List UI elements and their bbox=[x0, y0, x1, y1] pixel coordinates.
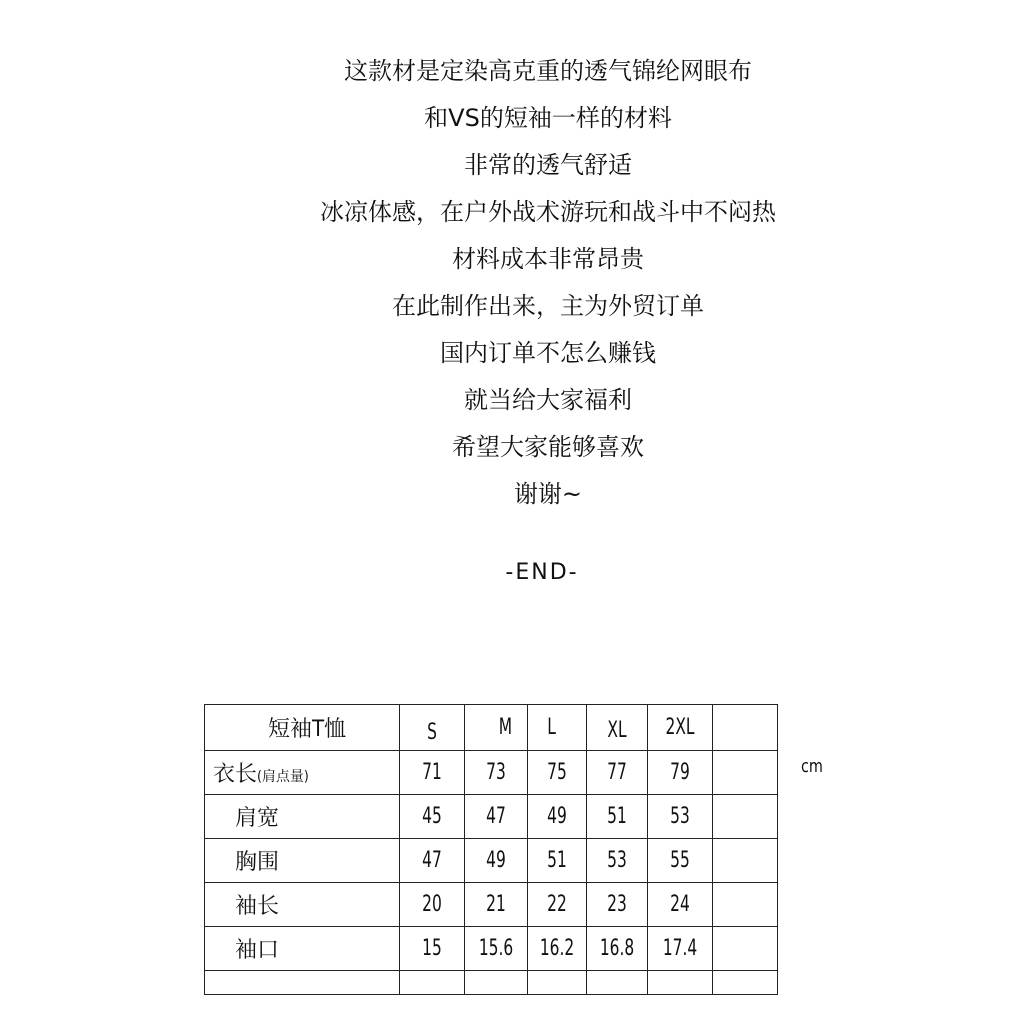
size-header-row bbox=[205, 705, 778, 751]
table-row-empty bbox=[205, 971, 778, 995]
table-row bbox=[205, 927, 778, 971]
size-value: 15 bbox=[422, 936, 442, 961]
size-value: 77 bbox=[607, 760, 627, 785]
description-line: 希望大家能够喜欢 bbox=[452, 433, 644, 461]
size-value: 24 bbox=[670, 892, 690, 917]
description-line: 非常的透气舒适 bbox=[464, 151, 632, 179]
table-row bbox=[205, 883, 778, 927]
unit-label: cm bbox=[801, 756, 823, 777]
row-label: 肩宽 bbox=[235, 806, 280, 831]
size-value: 55 bbox=[670, 848, 690, 873]
size-value: 16.2 bbox=[539, 936, 575, 961]
description-line: 冰凉体感，在户外战术游玩和战斗中不闷热 bbox=[320, 198, 776, 226]
description-line: 谢谢~ bbox=[513, 480, 583, 508]
size-value: 75 bbox=[547, 760, 567, 785]
description-line: 就当给大家福利 bbox=[464, 386, 632, 414]
description-line: 和VS的短袖一样的材料 bbox=[424, 104, 672, 132]
size-value: 15.6 bbox=[478, 936, 514, 961]
product-description bbox=[0, 48, 1024, 518]
row-label: 袖口 bbox=[235, 938, 280, 963]
row-label: 袖长 bbox=[235, 894, 280, 919]
size-value: 45 bbox=[422, 804, 442, 829]
size-value: 17.4 bbox=[662, 936, 698, 961]
size-value: 51 bbox=[547, 848, 567, 873]
size-value: 71 bbox=[422, 760, 442, 785]
size-value: 73 bbox=[486, 760, 506, 785]
size-value: 22 bbox=[547, 892, 567, 917]
size-label: S bbox=[427, 720, 437, 745]
size-value: 51 bbox=[607, 804, 627, 829]
size-value: 47 bbox=[422, 848, 442, 873]
row-label: 衣长 bbox=[213, 762, 258, 787]
size-value: 49 bbox=[486, 848, 506, 873]
size-value: 21 bbox=[486, 892, 506, 917]
size-value: 53 bbox=[607, 848, 627, 873]
size-value: 23 bbox=[607, 892, 627, 917]
size-label: XL bbox=[607, 718, 627, 743]
size-label: L bbox=[547, 715, 556, 740]
table-row bbox=[205, 751, 778, 795]
size-chart-table bbox=[204, 704, 778, 995]
size-value: 49 bbox=[547, 804, 567, 829]
row-label-note: (肩点量) bbox=[257, 769, 309, 785]
size-label: 2XL bbox=[665, 715, 695, 740]
size-table-title: 短袖T恤 bbox=[267, 717, 347, 742]
size-value: 79 bbox=[670, 760, 690, 785]
description-line: 材料成本非常昂贵 bbox=[452, 245, 644, 273]
table-row bbox=[205, 839, 778, 883]
table-row bbox=[205, 795, 778, 839]
size-value: 53 bbox=[670, 804, 690, 829]
description-line: 在此制作出来，主为外贸订单 bbox=[392, 292, 704, 320]
row-label: 胸围 bbox=[235, 850, 280, 875]
size-label: M bbox=[498, 715, 513, 740]
end-mark: -END- bbox=[505, 560, 579, 585]
size-value: 47 bbox=[486, 804, 506, 829]
size-value: 16.8 bbox=[599, 936, 635, 961]
description-line: 国内订单不怎么赚钱 bbox=[440, 339, 656, 367]
size-value: 20 bbox=[422, 892, 442, 917]
description-line: 这款材是定染高克重的透气锦纶网眼布 bbox=[344, 57, 752, 85]
